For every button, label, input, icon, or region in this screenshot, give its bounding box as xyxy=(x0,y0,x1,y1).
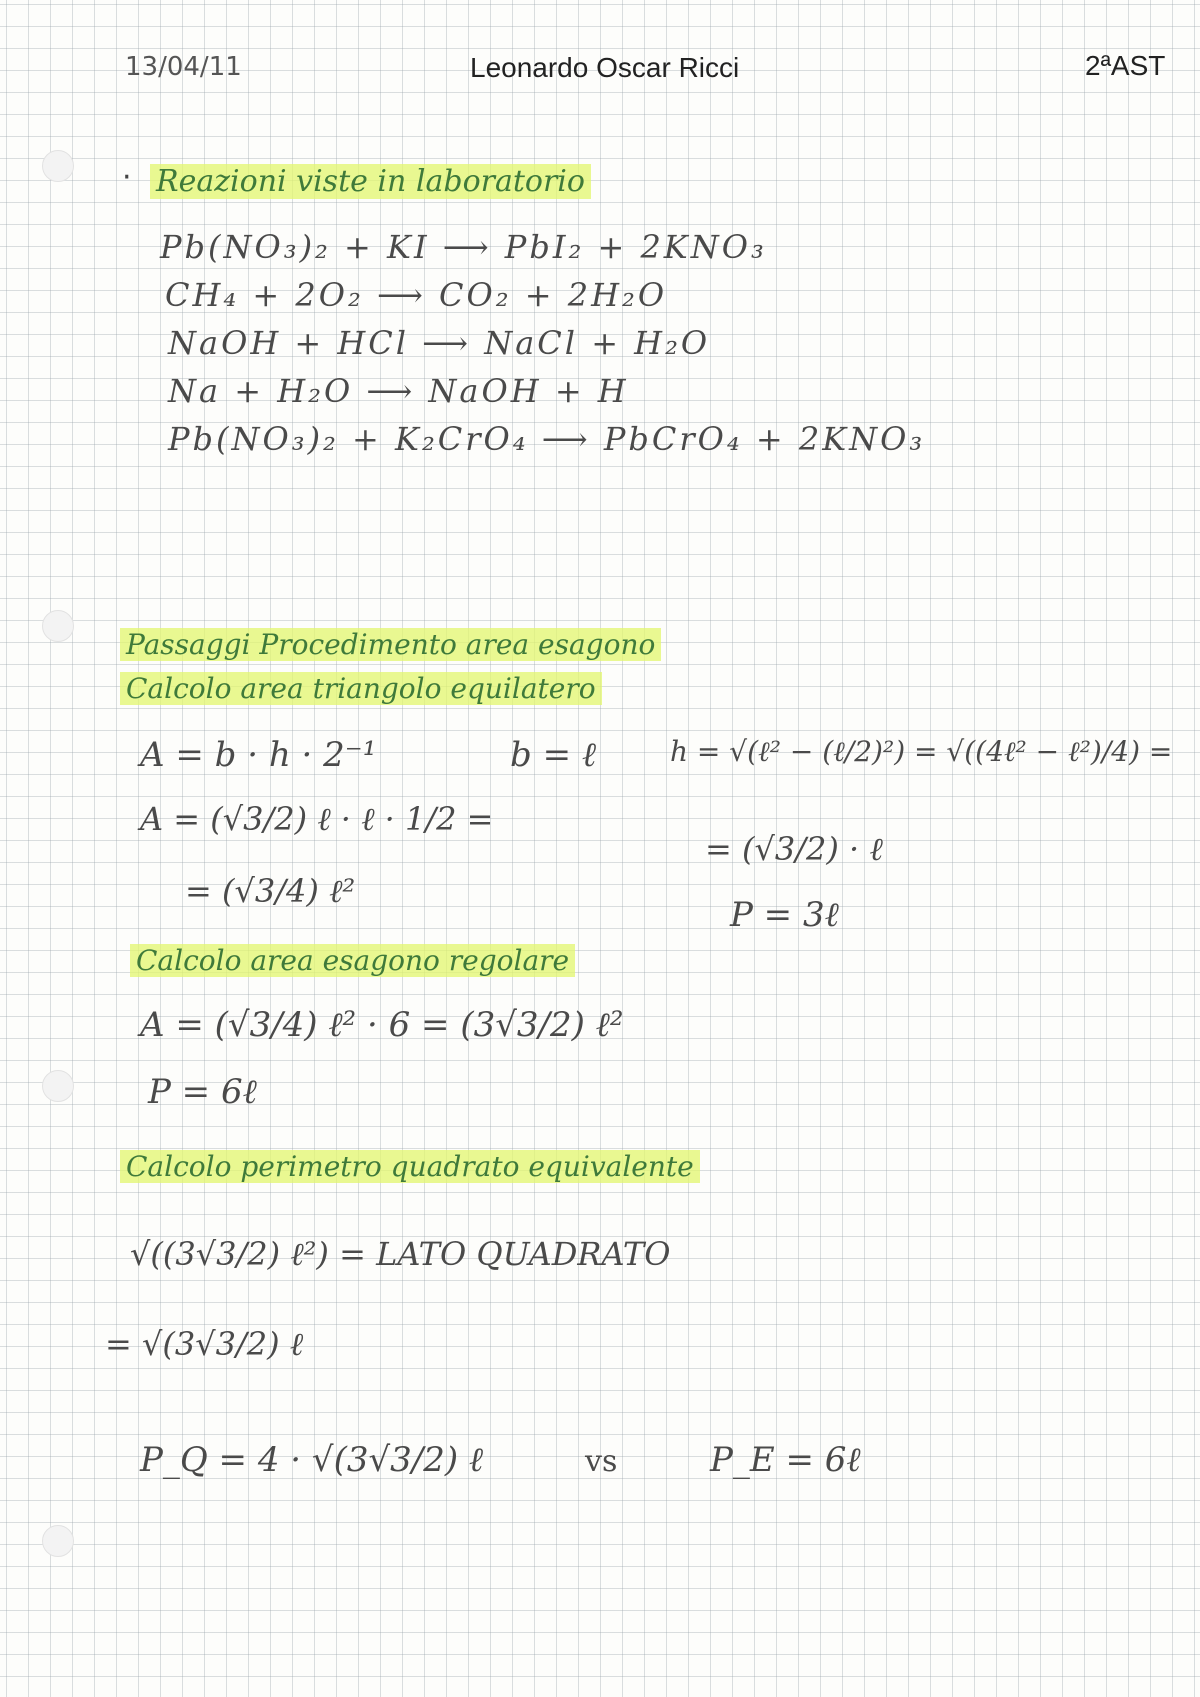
versus-label: vs xyxy=(585,1444,618,1479)
equation-5: Pb(NO₃)₂ + K₂CrO₄ ⟶ PbCrO₄ + 2KNO₃ xyxy=(168,420,926,458)
subtitle-square xyxy=(120,1150,700,1183)
square-side-simplified: = √(3√3/2) ℓ xyxy=(105,1325,304,1363)
section-title-hexagon-text: Passaggi Procedimento area esagono xyxy=(120,628,661,661)
triangle-base: b = ℓ xyxy=(510,735,597,775)
subtitle-triangle xyxy=(120,672,602,705)
punch-hole xyxy=(42,1525,74,1557)
equation-1: Pb(NO₃)₂ + KI ⟶ PbI₂ + 2KNO₃ xyxy=(160,228,767,266)
triangle-height-result: = (√3/2) · ℓ xyxy=(705,830,883,868)
class-label: 2ªAST xyxy=(1085,50,1166,81)
date: 13/04/11 xyxy=(125,52,242,82)
hexagon-area: A = (√3/4) ℓ² · 6 = (3√3/2) ℓ² xyxy=(140,1005,624,1045)
equation-3: NaOH + HCl ⟶ NaCl + H₂O xyxy=(168,324,711,362)
subtitle-square-text: Calcolo perimetro quadrato equivalente xyxy=(120,1150,700,1183)
punch-hole xyxy=(42,610,74,642)
subtitle-hexagon-text: Calcolo area esagono regolare xyxy=(130,944,575,977)
triangle-height: h = √(ℓ² − (ℓ/2)²) = √((4ℓ² − ℓ²)/4) = xyxy=(670,735,1173,768)
section-title-text: Reazioni viste in laboratorio xyxy=(150,164,591,199)
punch-hole xyxy=(42,150,74,182)
triangle-area-formula: A = b · h · 2⁻¹ xyxy=(140,735,377,775)
section-bullet: · xyxy=(122,160,132,195)
square-perimeter: P_Q = 4 · √(3√3/2) ℓ xyxy=(140,1440,484,1480)
triangle-area-step: A = (√3/2) ℓ · ℓ · 1/2 = xyxy=(140,800,494,838)
section-title-reactions xyxy=(150,164,591,199)
punch-hole xyxy=(42,1070,74,1102)
square-side: √((3√3/2) ℓ²) = LATO QUADRATO xyxy=(130,1235,671,1273)
equation-4: Na + H₂O ⟶ NaOH + H xyxy=(168,372,629,410)
triangle-area-result: = (√3/4) ℓ² xyxy=(185,872,356,910)
section-title-hexagon xyxy=(120,628,661,661)
hexagon-perimeter: P = 6ℓ xyxy=(148,1072,257,1112)
triangle-perimeter: P = 3ℓ xyxy=(730,895,839,935)
subtitle-triangle-text: Calcolo area triangolo equilatero xyxy=(120,672,602,705)
equation-2: CH₄ + 2O₂ ⟶ CO₂ + 2H₂O xyxy=(165,276,668,314)
hexagon-perimeter-compare: P_E = 6ℓ xyxy=(710,1440,861,1480)
author-name: Leonardo Oscar Ricci xyxy=(470,52,740,83)
subtitle-hexagon xyxy=(130,944,575,977)
